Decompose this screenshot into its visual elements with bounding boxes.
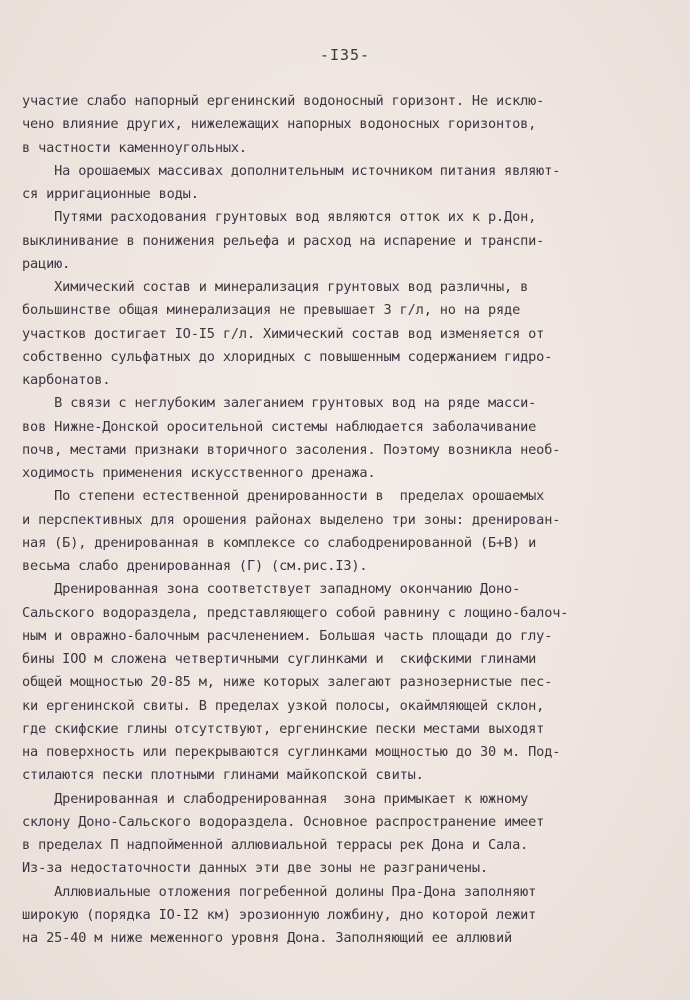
text-line: Химический состав и минерализация грунтовых вод различны, в	[22, 279, 529, 295]
text-line: собственно сульфатных до хлоридных с повышенным содержанием гидро-	[22, 348, 553, 365]
text-line: ся ирригационные воды.	[22, 186, 199, 202]
text-line: выклинивание в понижения рельефа и расход на испарение и транспи-	[22, 232, 545, 249]
text-line: Дренированная зона соответствует западному окончанию Доно-	[22, 581, 521, 598]
text-line: участие слабо напорный ергенинский водоносный горизонт. Не исклю-	[22, 93, 545, 109]
text-line: ная (Б), дренированная в комплексе со слабодренированной (Б+В) и	[22, 534, 537, 551]
text-line: По степени естественной дренированности в пределах орошаемых	[22, 488, 545, 505]
text-line: большинстве общая минерализация не превышает 3 г/л, но на ряде	[22, 302, 521, 319]
text-line: чено влияние других, нижележащих напорных водоносных горизонтов,	[22, 116, 537, 133]
text-line: участков достигает IO-I5 г/л. Химический состав вод изменяется от	[22, 325, 545, 342]
text-line: широкую (порядка IO-I2 км) эрозионную ложбину, дно которой лежит	[22, 906, 537, 923]
text-line: В связи с неглубоким залеганием грунтовых вод на ряде масси-	[22, 395, 537, 412]
text-line: где скифские глины отсутствуют, ергенинские пески местами выходят	[22, 720, 545, 737]
text-line: бины IOO м сложена четвертичными суглинками и скифскими глинами	[22, 651, 537, 667]
text-line: ным и овражно-балочным расчленением. Большая часть площади до глу-	[22, 627, 553, 644]
text-line: весьма слабо дренированная (Г) (см.рис.I3).	[22, 558, 368, 574]
text-line: Из-за недостаточности данных эти две зоны не разграничены.	[22, 860, 488, 877]
text-line: Путями расходования грунтовых вод являются отток их к р.Дон,	[22, 209, 537, 226]
text-line: стилаются пески плотными глинами майкопской свиты.	[22, 767, 424, 784]
text-line: в пределах П надпойменной аллювиальной террасы рек Дона и Сала.	[22, 837, 529, 853]
text-line: почв, местами признаки вторичного засоления. Поэтому возникла необ-	[22, 441, 561, 458]
text-line: Аллювиальные отложения погребенной долины Пра-Дона заполняют	[22, 883, 537, 900]
page-number: -I35-	[319, 46, 371, 64]
text-line: склону Доно-Сальского водораздела. Основное распространение имеет	[22, 813, 545, 830]
body-text	[22, 90, 672, 950]
text-line: ходимость применения искусственного дренажа.	[22, 465, 376, 481]
text-line: и перспективных для орошения районах выделено три зоны: дренирован-	[22, 511, 561, 528]
text-line: Сальского водораздела, представляющего собой равнину с лощино-балоч-	[22, 604, 569, 621]
text-line: Дренированная и слабодренированная зона примыкает к южному	[22, 790, 529, 807]
text-line: рацию.	[22, 255, 71, 272]
text-line: ки ергенинской свиты. В пределах узкой полосы, окаймляющей склон,	[22, 697, 545, 714]
text-line: на поверхность или перекрываются суглинками мощностью до 30 м. Под-	[22, 744, 561, 760]
text-line: вов Нижне-Донской оросительной системы наблюдается заболачивание	[22, 418, 537, 435]
text-line: На орошаемых массивах дополнительным источником питания являют-	[22, 162, 561, 179]
text-line: на 25-40 м ниже меженного уровня Дона. Заполняющий ее аллювий	[22, 930, 513, 946]
text-line: карбонатов.	[22, 372, 111, 388]
text-line: общей мощностью 20-85 м, ниже которых залегают разнозернистые пес-	[22, 674, 553, 691]
text-line: в частности каменноугольных.	[22, 139, 247, 156]
